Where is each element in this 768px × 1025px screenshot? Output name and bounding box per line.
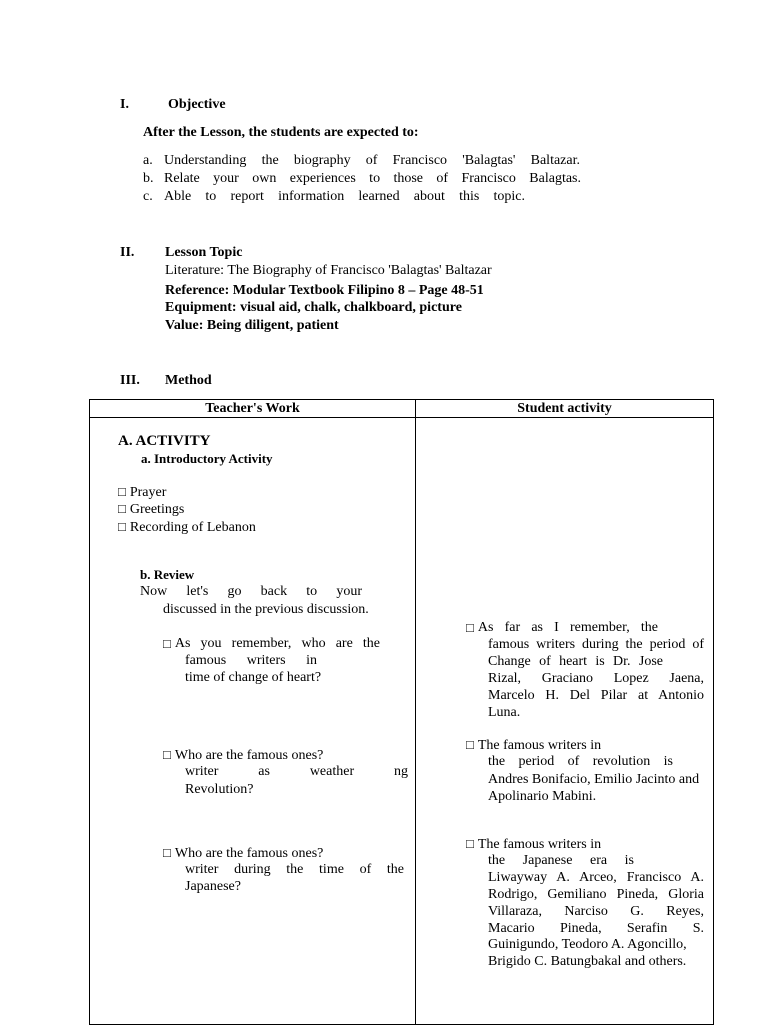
checkbox-icon: □ [118,501,126,516]
answer-2-line-3: Andres Bonifacio, Emilio Jacinto and [488,772,700,787]
lesson-topic-heading: Lesson Topic [165,245,243,260]
introductory-activity-heading: a. Introductory Activity [141,451,273,466]
intro-bullet-recording: □ Recording of Lebanon [118,519,256,535]
question-1-line-3: time of change of heart? [185,670,322,685]
lesson-topic-reference: Reference: Modular Textbook Filipino 8 – Page 48-51 [165,283,484,298]
answer-3: □ The famous writers in [466,836,602,852]
objective-item-a-letter: a. [143,153,153,168]
lesson-topic-value: Value: Being diligent, patient [165,318,339,333]
lesson-topic-numeral: II. [120,245,135,260]
question-3: □ Who are the famous ones? [163,845,324,861]
answer-2-line-4: Apolinario Mabini. [488,789,597,804]
objective-intro: After the Lesson, the students are expected to: [143,125,419,140]
objective-item-b-letter: b. [143,171,154,186]
answer-3-line-2: the Japanese era is [488,853,634,868]
answer-1-line-6: Luna. [488,705,521,720]
answer-1: □ As far as I remember, the [466,620,658,635]
student-activity-header: Student activity [416,400,714,418]
activity-heading: A. ACTIVITY [118,433,211,449]
question-2-line-3: Revolution? [185,782,254,797]
lesson-topic-literature: Literature: The Biography of Francisco 'Balagtas' Baltazar [165,263,492,278]
intro-bullet-greetings: □ Greetings [118,501,185,517]
question-1-line-2: famous writers in [185,653,317,668]
objective-item-c-letter: c. [143,189,153,204]
answer-1-line-5: Marcelo H. Del Pilar at Antonio [488,688,704,703]
answer-1-line-3: Change of heart is Dr. Jose [488,654,663,669]
answer-2-line-2: the period of revolution is [488,754,673,769]
question-2-line-2: writer as weather ng [185,764,408,779]
checkbox-icon: □ [466,836,474,851]
question-2: □ Who are the famous ones? [163,747,324,763]
teacher-work-header: Teacher's Work [90,400,416,418]
answer-3-line-3: Liwayway A. Arceo, Francisco A. [488,870,704,885]
objective-heading: Objective [168,97,226,112]
question-3-line-3: Japanese? [185,879,241,894]
answer-1-line-4: Rizal, Graciano Lopez Jaena, [488,671,704,686]
checkbox-icon: □ [466,620,474,635]
checkbox-icon: □ [163,845,171,860]
checkbox-icon: □ [163,747,171,762]
objective-item-a: Understanding the biography of Francisco 'Balagtas' Baltazar. [164,153,580,168]
answer-3-line-4: Rodrigo, Gemiliano Pineda, Gloria [488,887,704,902]
answer-1-line-2: famous writers during the period of [488,637,704,652]
checkbox-icon: □ [163,636,171,651]
checkbox-icon: □ [118,519,126,534]
method-numeral: III. [120,373,140,388]
review-heading: b. Review [140,567,195,582]
lesson-topic-equipment: Equipment: visual aid, chalk, chalkboard, picture [165,300,462,315]
question-3-line-2: writer during the time of the [185,862,404,877]
answer-3-line-5: Villaraza, Narciso G. Reyes, [488,904,704,919]
objective-item-b: Relate your own experiences to those of Francisco Balagtas. [164,171,581,186]
answer-2: □ The famous writers in [466,737,602,753]
checkbox-icon: □ [118,484,126,499]
objective-numeral: I. [120,97,129,112]
question-1: □ As you remember, who are the [163,636,380,651]
answer-3-line-6: Macario Pineda, Serafin S. [488,921,704,936]
review-line-2: discussed in the previous discussion. [163,602,369,617]
review-line-1: Now let's go back to your [140,584,362,599]
objective-item-c: Able to report information learned about this topic. [164,189,525,204]
answer-3-line-7: Guinigundo, Teodoro A. Agoncillo, [488,937,687,952]
checkbox-icon: □ [466,737,474,752]
answer-3-line-8: Brigido C. Batungbakal and others. [488,954,687,969]
intro-bullet-prayer: □ Prayer [118,484,167,500]
method-heading: Method [165,373,212,388]
